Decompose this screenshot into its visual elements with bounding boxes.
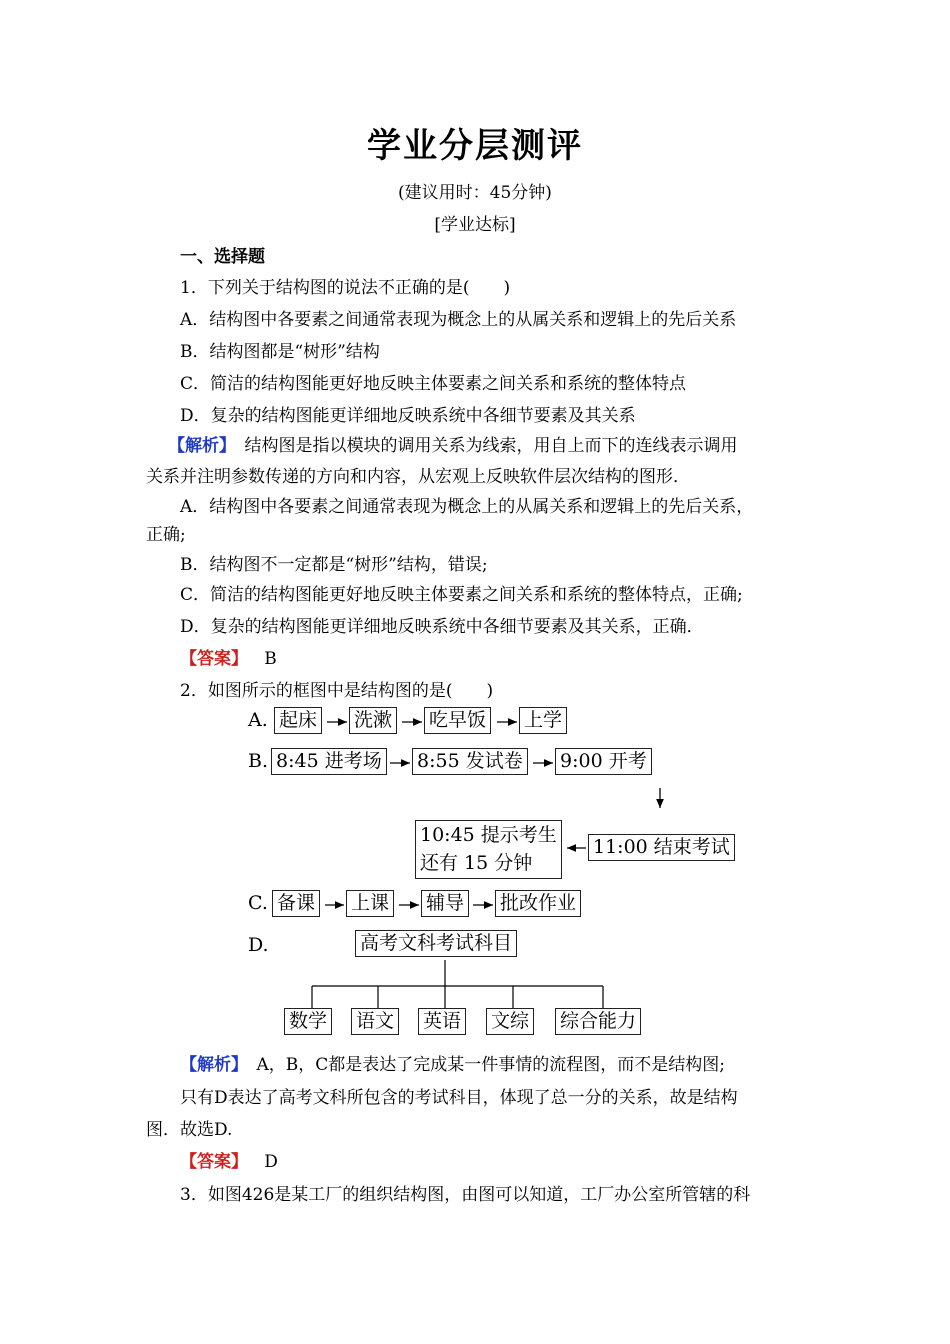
flow-box: 上学 xyxy=(519,707,567,734)
analysis-tag: 【解析】 xyxy=(180,1055,240,1075)
flow-box: 9:00 开考 xyxy=(555,748,652,775)
tree-child-box: 文综 xyxy=(486,1008,534,1035)
flow-box: 批改作业 xyxy=(495,890,581,917)
q2-analysis-line2: 只有D表达了高考文科所包含的考试科目，体现了总一分的关系，故是结构 xyxy=(180,1088,738,1108)
q1-option-c: C．简洁的结构图能更好地反映主体要素之间关系和系统的整体特点 xyxy=(180,374,687,394)
flow-box: 11:00 结束考试 xyxy=(588,834,735,861)
q2-option-b-label: B. xyxy=(248,750,269,772)
q1-analysis-d: D．复杂的结构图能更详细地反映系统中各细节要素及其关系，正确． xyxy=(180,617,704,637)
answer-tag: 【答案】 xyxy=(180,1152,248,1172)
tree-lines xyxy=(312,960,603,1008)
flow-box-tip: 10:45 提示考生 还有 15 分钟 xyxy=(415,820,562,879)
tree-child-box: 综合能力 xyxy=(555,1008,641,1035)
tree-child-box: 语文 xyxy=(351,1008,399,1035)
q2-stem: 2．如图所示的框图中是结构图的是( ) xyxy=(180,681,494,701)
q2-analysis-line1: 【解析】 A，B，C都是表达了完成某一件事情的流程图，而不是结构图; xyxy=(180,1055,726,1075)
answer-value: B xyxy=(264,649,277,669)
flow-box: 8:45 进考场 xyxy=(271,748,387,775)
answer-value: D xyxy=(264,1152,278,1172)
part-heading: 一、选择题 xyxy=(180,247,265,267)
tree-root-box: 高考文科考试科目 xyxy=(355,930,517,957)
q2-analysis-line3: 图．故选D. xyxy=(146,1120,233,1140)
q1-option-a: A．结构图中各要素之间通常表现为概念上的从属关系和逻辑上的先后关系 xyxy=(180,310,737,330)
tree-child-box: 数学 xyxy=(284,1008,332,1035)
q2-option-d-label: D. xyxy=(248,934,269,956)
flow-box: 洗漱 xyxy=(349,707,397,734)
analysis-tag: 【解析】 xyxy=(168,436,228,456)
flow-box: 辅导 xyxy=(421,890,469,917)
section-label: [学业达标] xyxy=(434,215,516,235)
q1-option-d: D．复杂的结构图能更详细地反映系统中各细节要素及其关系 xyxy=(180,406,636,426)
q1-analysis-line2: 关系并注明参数传递的方向和内容，从宏观上反映软件层次结构的图形． xyxy=(146,467,690,487)
q1-option-b: B．结构图都是“树形”结构 xyxy=(180,342,380,362)
q2-answer xyxy=(180,1147,278,1172)
q1-stem: 1．下列关于结构图的说法不正确的是( ) xyxy=(180,278,511,298)
q1-analysis-a1: A．结构图中各要素之间通常表现为概念上的从属关系和逻辑上的先后关系， xyxy=(180,497,754,517)
flow-box: 吃早饭 xyxy=(424,707,491,734)
q1-analysis-c: C．简洁的结构图能更好地反映主体要素之间关系和系统的整体特点，正确; xyxy=(180,585,743,605)
q1-analysis-line1: 【解析】 结构图是指以模块的调用关系为线索，用自上而下的连线表示调用 xyxy=(168,436,738,456)
q1-analysis-b: B．结构图不一定都是“树形”结构，错误; xyxy=(180,555,488,575)
q2-option-a-label: A. xyxy=(248,709,268,731)
flow-box: 起床 xyxy=(274,707,322,734)
flow-box: 上课 xyxy=(346,890,394,917)
page-title: 学业分层测评 xyxy=(367,126,583,166)
answer-tag: 【答案】 xyxy=(180,649,248,669)
q3-stem: 3．如图426是某工厂的组织结构图，由图可以知道，工厂办公室所管辖的科 xyxy=(180,1185,751,1205)
flow-box: 8:55 发试卷 xyxy=(412,748,528,775)
q2-option-c-label: C. xyxy=(248,892,268,914)
q1-analysis-a2: 正确; xyxy=(146,525,186,545)
flow-box: 备课 xyxy=(272,890,320,917)
time-suggestion: (建议用时：45分钟) xyxy=(398,183,552,203)
tree-child-box: 英语 xyxy=(418,1008,466,1035)
